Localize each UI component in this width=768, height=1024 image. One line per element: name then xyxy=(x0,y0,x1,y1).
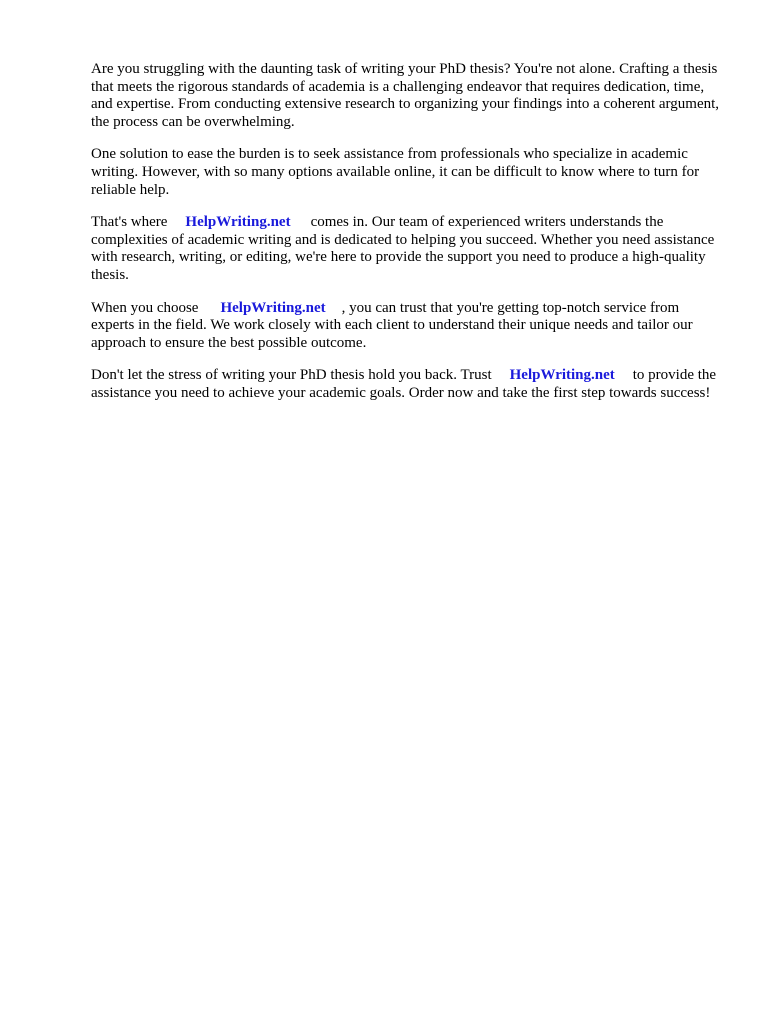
paragraph-when-you-choose-lead: When you choose xyxy=(91,299,199,316)
paragraph-intro-text: Are you struggling with the daunting task of writing your PhD thesis? You're not alone. Crafting a thesis that meets the rigorous standards of academia is a challenging endeavor that requires dedication, time, and expertise. From conducting extensive research to organizing your findings into a coherent argument, the process can be overwhelming. xyxy=(91,61,720,130)
helpwriting-link-1[interactable]: HelpWriting.net xyxy=(185,214,291,231)
paragraph-thats-where xyxy=(91,214,719,284)
paragraph-when-you-choose xyxy=(91,300,719,353)
paragraph-closing-rest: to provide the assistance you need to achieve your academic goals. Order now and take the first step towards success! xyxy=(91,367,717,401)
paragraph-closing xyxy=(91,367,719,402)
paragraph-closing-lead: Don't let the stress of writing your PhD thesis hold you back. Trust xyxy=(91,367,492,384)
helpwriting-link-2[interactable]: HelpWriting.net xyxy=(220,299,326,316)
helpwriting-link-3[interactable]: HelpWriting.net xyxy=(509,367,615,384)
paragraph-thats-where-lead: That's where xyxy=(91,214,168,231)
paragraph-thats-where-rest: comes in. Our team of experienced writers understands the complexities of academic writing and is dedicated to helping you succeed. Whether you need assistance with research, writing, or editing, we're here to provide the support you need to produce a high-quality thesis. xyxy=(91,214,715,283)
paragraph-intro xyxy=(91,61,719,131)
document-body xyxy=(91,61,719,418)
paragraph-when-you-choose-rest: , you can trust that you're getting top-notch service from experts in the field. We work closely with each client to understand their unique needs and tailor our approach to ensure the best possible outcome. xyxy=(91,299,693,351)
paragraph-solution xyxy=(91,146,719,199)
paragraph-solution-text: One solution to ease the burden is to seek assistance from professionals who specialize in academic writing. However, with so many options available online, it can be difficult to know where to turn for reliable help. xyxy=(91,146,700,198)
